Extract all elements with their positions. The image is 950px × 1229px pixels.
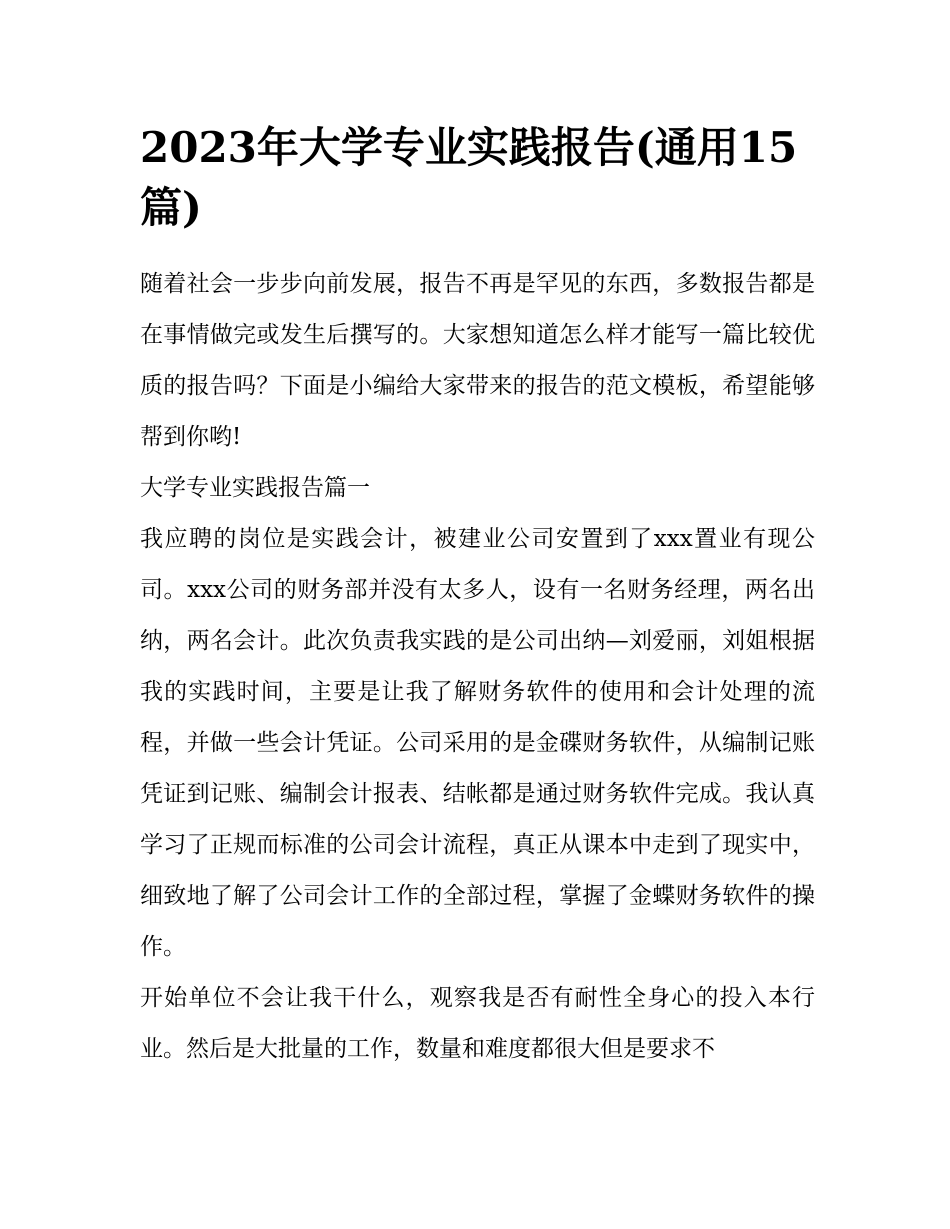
section-heading: 大学专业实践报告篇一 [140, 475, 370, 501]
document-body [140, 118, 815, 1075]
body-paragraph: 开始单位不会让我干什么，观察我是否有耐性全身心的投入本行业。然后是大批量的工作，数量和难度都很大但是要求不 [140, 985, 815, 1062]
document-title: 2023年大学专业实践报告(通用15篇) [140, 123, 798, 232]
intro-paragraph: 随着社会一步步向前发展，报告不再是罕见的东西，多数报告都是在事情做完或发生后撰写的。大家想知道怎么样才能写一篇比较优质的报告吗？下面是小编给大家带来的报告的范文模板，希望能够帮到你哟! [140, 271, 815, 450]
body-paragraph: 我应聘的岗位是实践会计，被建业公司安置到了xxx置业有现公司。xxx公司的财务部并没有太多人，设有一名财务经理，两名出纳，两名会计。此次负责我实践的是公司出纳—刘爱丽，刘姐根据我的实践时间，主要是让我了解财务软件的使用和会计处理的流程，并做一些会计凭证。公司采用的是金碟财务软件，从编制记账凭证到记账、编制会计报表、结帐都是通过财务软件完成。我认真学习了正规而标准的公司会计流程，真正从课本中走到了现实中，细致地了解了公司会计工作的全部过程，掌握了金蝶财务软件的操作。 [140, 526, 815, 960]
